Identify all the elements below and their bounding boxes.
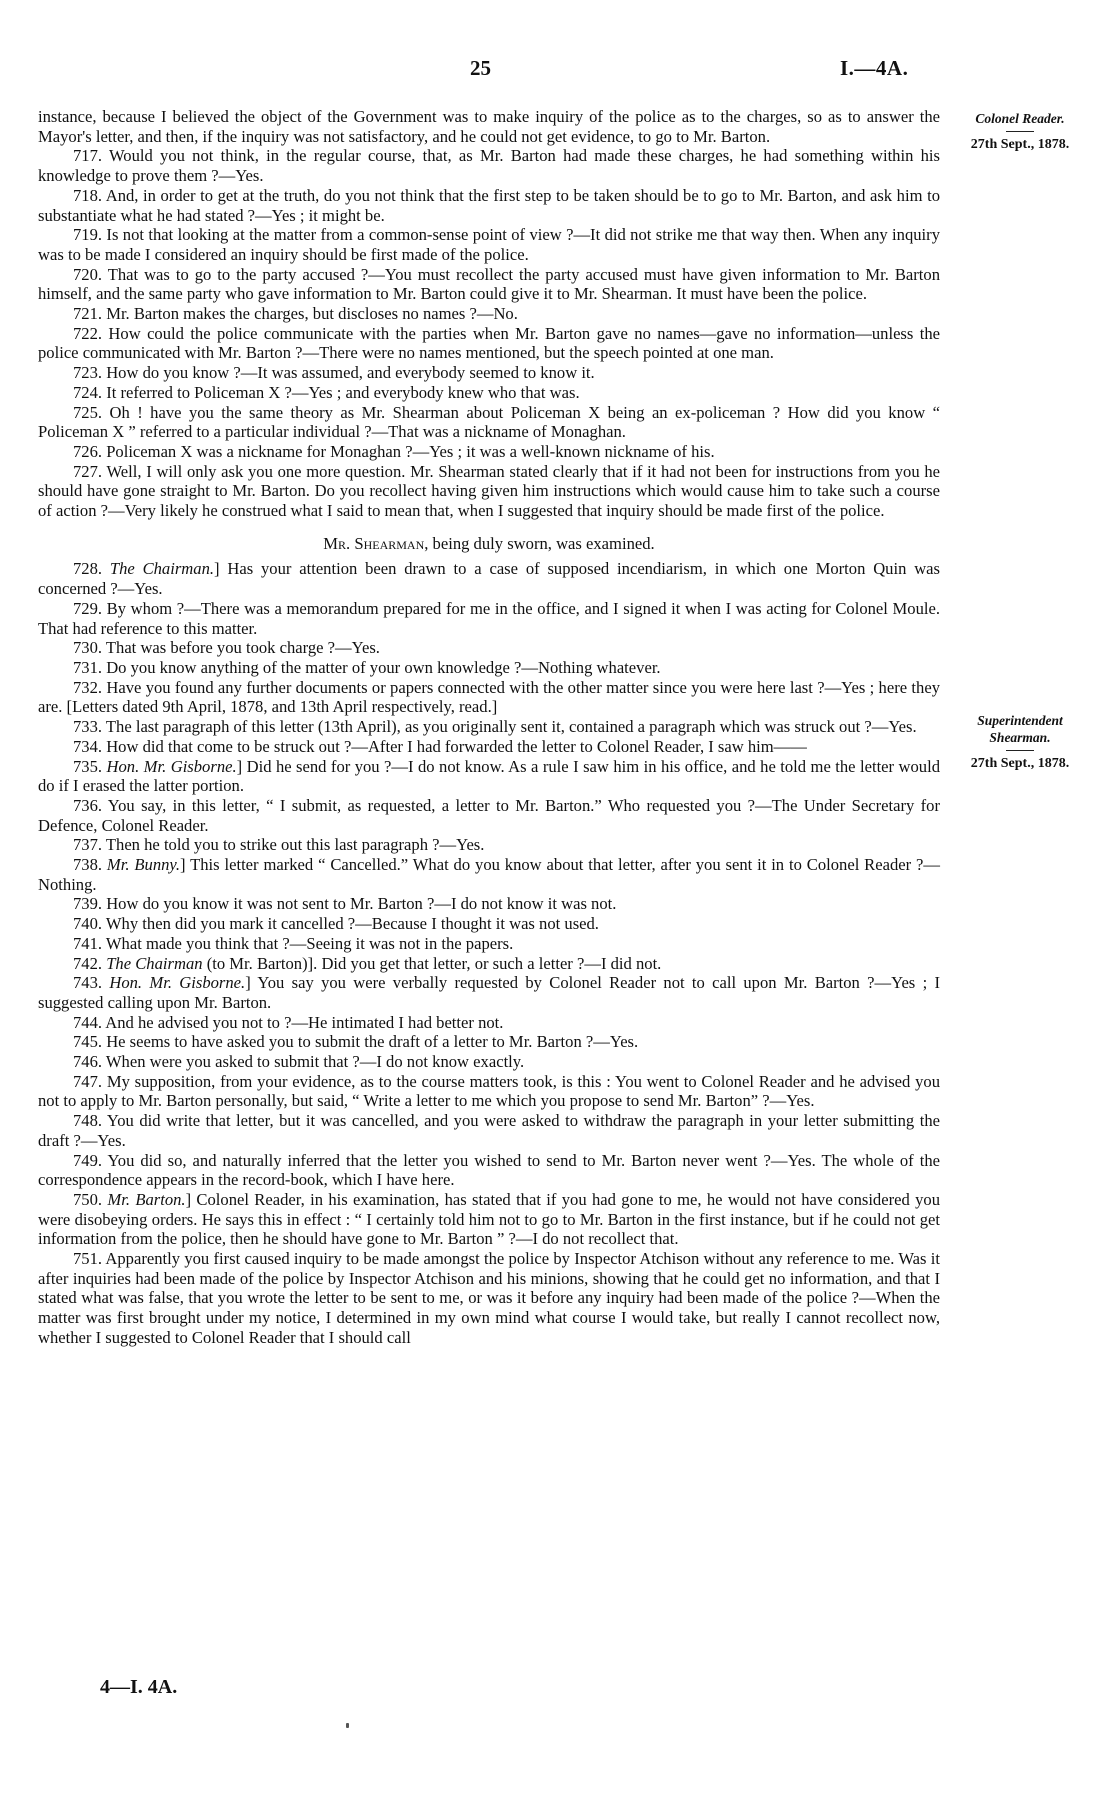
witness-heading — [38, 534, 940, 554]
question-736: 736. You say, in this letter, “ I submit, as requested, a letter to Mr. Barton.” Who requested you ?—The Under Secretary for Defence, Colonel Reader. — [38, 795, 940, 835]
question-729: 729. By whom ?—There was a memorandum prepared for me in the office, and I signed it when I was acting for Colonel Moule. That had reference to this matter. — [38, 598, 940, 638]
question-741: 741. What made you think that ?—Seeing it was not in the papers. — [73, 933, 514, 953]
question-717: 717. Would you not think, in the regular course, that, as Mr. Barton had made these charges, he had something within his knowledge to prove them ?—Yes. — [38, 146, 940, 186]
question-728: 728. The Chairman.] Has your attention been drawn to a case of supposed incendiarism, in which one Morton Quin was concerned ?—Yes. — [38, 559, 940, 599]
question-text: ] Did he send for you ?—I do not know. As a rule I saw him in his office, and he told me the letter would do if I erased the latter portion. — [38, 756, 940, 796]
question-732: 732. Have you found any further documents or papers connected with the other matter since you were here last ?—Yes ; here they are. [Letters dated 9th April, 1878, and 13th April respectively, read.] — [38, 677, 940, 717]
margin-note-date: 27th Sept., 1878. — [970, 137, 1070, 152]
question-721: 721. Mr. Barton makes the charges, but discloses no names ?—No. — [73, 304, 518, 324]
question-739: 739. How do you know it was not sent to Mr. Barton ?—I do not know it was not. — [73, 894, 617, 914]
question-text: ] Colonel Reader, in his examination, has stated that if you had gone to me, he would not have considered you were disobeying orders. He says this in effect : “ I certainly told him not to go to Mr. Barton in the first instance, but if he could not get information from the police, then he should have gone to Mr. Barton ” ?—I do not recollect that. — [38, 1189, 941, 1249]
question-718: 718. And, in order to get at the truth, do you not think that the first step to be taken should be to go to Mr. Barton, and ask him to substantiate what he had stated ?—Yes ; it might be. — [38, 185, 940, 225]
question-734: 734. How did that come to be struck out ?—After I had forwarded the letter to Colonel Reader, I saw him—— — [73, 736, 807, 756]
speaker: Hon. Mr. Gisborne. — [106, 756, 237, 776]
question-751: 751. Apparently you first caused inquiry to be made amongst the police by Inspector Atchison without any reference to me. Was it after inquiries had been made of the police by Inspector Atchison and his minions, showing that he could get no information, and that I stated what was false, that you wrote the letter to be sent to me, or was it before any inquiry had been made of the police ?—When the matter was first brought under my notice, I determined in my own mind what course I would take, but really I cannot recollect now, whether I suggested to Colonel Reader that I should call — [38, 1249, 940, 1347]
question-742: 742. The Chairman (to Mr. Barton)]. Did you get that letter, or such a letter ?—I did not. — [73, 953, 662, 973]
question-text: (to Mr. Barton)]. Did you get that letter, or such a letter ?—I did not. — [202, 953, 662, 973]
margin-note-colonel-reader — [945, 110, 1095, 153]
question-746: 746. When were you asked to submit that ?—I do not know exactly. — [73, 1052, 525, 1072]
question-723: 723. How do you know ?—It was assumed, and everybody seemed to know it. — [73, 363, 595, 383]
question-720: 720. That was to go to the party accused ?—You must recollect the party accused must have given information to Mr. Barton himself, and the same party who gave information to Mr. Barton could give it to Mr. Shearman. It must have been the police. — [38, 264, 940, 304]
margin-note-name: Superintendent Shearman. — [977, 713, 1063, 745]
speaker: Mr. Bunny. — [106, 855, 181, 875]
margin-note-name: Colonel Reader. — [975, 111, 1065, 126]
evidence-body — [38, 107, 940, 1348]
question-749: 749. You did so, and naturally inferred that the letter you wished to send to Mr. Barton never went ?—Yes. The whole of the correspondence appears in the record-book, which I have here. — [38, 1150, 940, 1190]
question-735: 735. Hon. Mr. Gisborne.] Did he send for you ?—I do not know. As a rule I saw him in his office, and he told me the letter would do if I erased the latter portion. — [38, 756, 940, 796]
margin-note-date: 27th Sept., 1878. — [970, 756, 1070, 771]
question-text: ] Has your attention been drawn to a case of supposed incendiarism, in which one Morton Quin was concerned ?—Yes. — [38, 559, 940, 599]
question-text: ] This letter marked “ Cancelled.” What do you know about that letter, after you sent it in to Colonel Reader ?—Nothing. — [38, 855, 940, 894]
speaker: Hon. Mr. Gisborne. — [109, 973, 246, 993]
question-740: 740. Why then did you mark it cancelled ?—Because I thought it was not used. — [73, 914, 599, 934]
margin-note-superintendent-shearman — [945, 712, 1095, 772]
question-722: 722. How could the police communicate with the parties when Mr. Barton gave no names—gave no information—unless the police communicated with Mr. Barton ?—There were no names mentioned, but the speech pointed at one man. — [38, 323, 940, 363]
question-731: 731. Do you know anything of the matter of your own knowledge ?—Nothing whatever. — [73, 657, 661, 677]
question-743: 743. Hon. Mr. Gisborne.] You say you were verbally requested by Colonel Reader not to call upon Mr. Barton ?—Yes ; I suggested calling upon Mr. Barton. — [38, 973, 941, 1012]
paragraph-continuation: instance, because I believed the object of the Government was to make inquiry of the police as to the charges, so as to answer the Mayor's letter, and then, if the inquiry was not satisfactory, and he could not get evidence, to go to Mr. Barton. — [38, 107, 940, 146]
question-719: 719. Is not that looking at the matter from a common-sense point of view ?—It did not strike me that way then. When any inquiry was to be made I considered an inquiry should be first made of the police. — [38, 225, 940, 264]
question-733: 733. The last paragraph of this letter (13th April), as you originally sent it, contained a paragraph which was struck out ?—Yes. — [73, 717, 917, 737]
question-725: 725. Oh ! have you the same theory as Mr. Shearman about Policeman X being an ex-policeman ? How did you know “ Policeman X ” referred to a particular individual ?—That was a nickname of Monaghan. — [38, 402, 940, 442]
page-header — [0, 56, 1114, 86]
question-748: 748. You did write that letter, but it was cancelled, and you were asked to withdraw the paragraph in your letter submitting the draft ?—Yes. — [38, 1111, 940, 1150]
margin-note-rule — [1006, 131, 1034, 132]
speaker: The Chairman. — [109, 559, 215, 579]
witness-name: Mr. Shearman — [323, 533, 425, 553]
signature-mark: 4—I. 4A. — [100, 1676, 178, 1698]
question-744: 744. And he advised you not to ?—He intimated I had better not. — [73, 1012, 504, 1032]
witness-heading-rest: , being duly sworn, was examined. — [424, 533, 655, 553]
speaker: The Chairman — [106, 953, 203, 973]
question-text: ] You say you were verbally requested by Colonel Reader not to call upon Mr. Barton ?—Yes ; I suggested calling upon Mr. Barton. — [38, 973, 941, 1012]
ink-speck — [346, 1723, 349, 1728]
question-738: 738. Mr. Bunny.] This letter marked “ Cancelled.” What do you know about that letter, after you sent it in to Colonel Reader ?—Nothing. — [38, 855, 940, 894]
question-726: 726. Policeman X was a nickname for Monaghan ?—Yes ; it was a well-known nickname of his. — [73, 441, 715, 461]
page-number: 25 — [470, 56, 491, 80]
question-727: 727. Well, I will only ask you one more question. Mr. Shearman stated clearly that if it had not been for instructions from you he should have gone straight to Mr. Barton. Do you recollect having given him instructions which would cause him to take such a course of action ?—Very likely he construed what I said to mean that, when I suggested that inquiry should be made first of the police. — [38, 461, 940, 521]
speaker: Mr. Barton. — [107, 1189, 186, 1209]
question-724: 724. It referred to Policeman X ?—Yes ; and everybody knew who that was. — [73, 382, 580, 402]
question-730: 730. That was before you took charge ?—Yes. — [73, 638, 380, 658]
question-737: 737. Then he told you to strike out this last paragraph ?—Yes. — [73, 835, 485, 855]
question-750: 750. Mr. Barton.] Colonel Reader, in his examination, has stated that if you had gone to me, he would not have considered you were disobeying orders. He says this in effect : “ I certainly told him not to go to Mr. Barton in the first instance, but if he could not get information from the police, then he should have gone to Mr. Barton ” ?—I do not recollect that. — [38, 1189, 941, 1249]
question-745: 745. He seems to have asked you to submit the draft of a letter to Mr. Barton ?—Yes. — [73, 1032, 639, 1052]
document-reference: I.—4A. — [840, 56, 909, 80]
question-747: 747. My supposition, from your evidence, as to the course matters took, is this : You went to Colonel Reader and he advised you not to apply to Mr. Barton personally, but said, “ Write a letter to me which you propose to send Mr. Barton” ?—Yes. — [38, 1071, 940, 1111]
margin-note-rule — [1006, 750, 1034, 751]
